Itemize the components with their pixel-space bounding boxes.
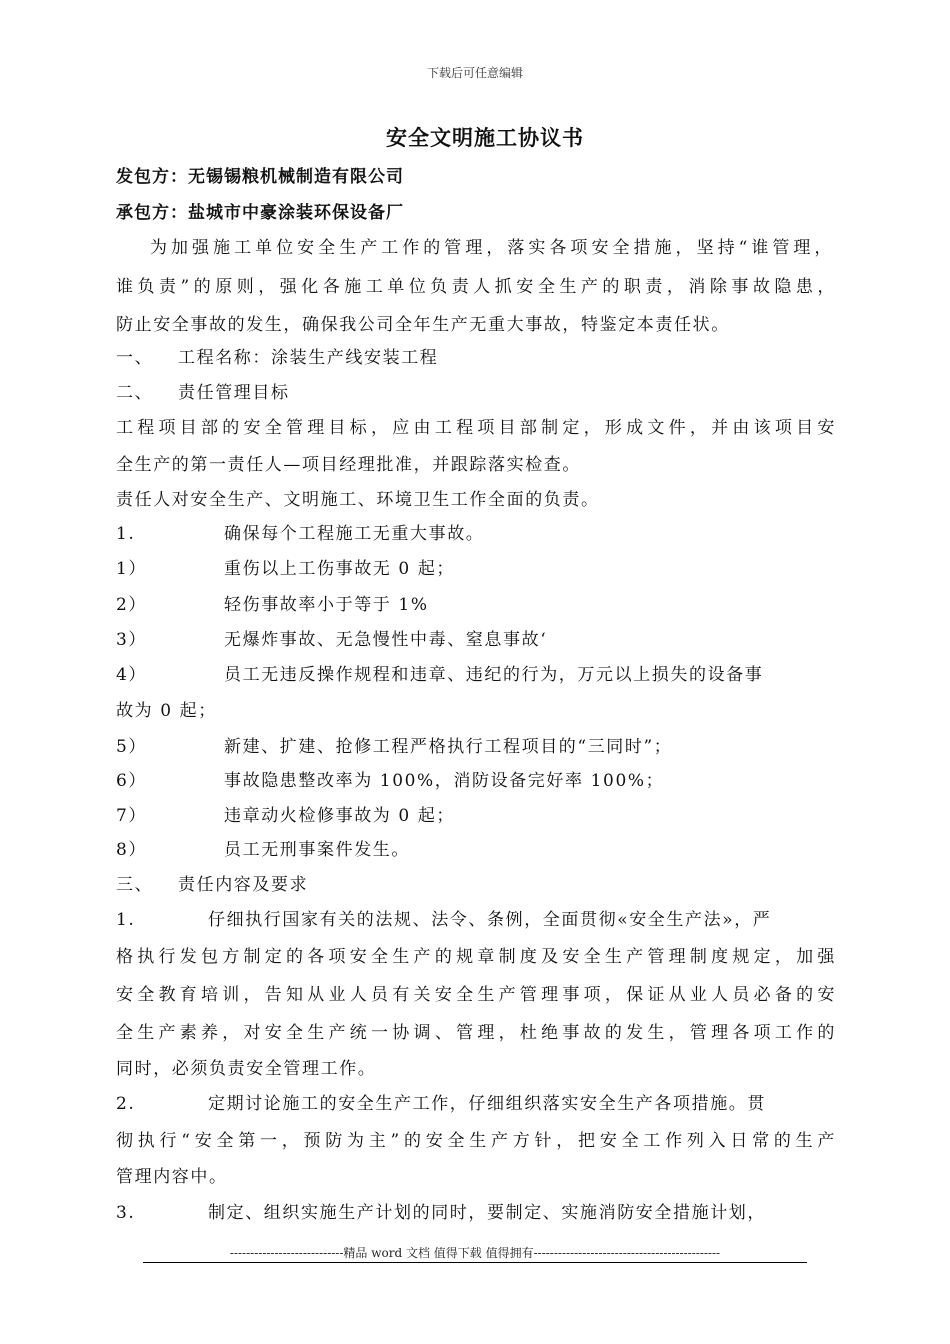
goal-item-number: 7） [116,806,148,826]
goal-item [116,732,836,757]
section-2-text: 责任管理目标 [178,383,290,403]
goal-item-text: 故为 0 起； [116,701,217,721]
goal-item-text: 新建、扩建、抢修工程严格执行工程项目的“三同时”； [224,737,673,757]
goal-item-number: 3） [116,630,148,650]
goal-item [116,766,836,791]
requirement-1-line: 格执行发包方制定的各项安全生产的规章制度及安全生产管理制度规定，加强 [116,947,836,967]
goal-item-number: 8） [116,840,148,860]
requirement-3-number: 3. [116,1203,136,1223]
requirement-3-first-line: 制定、组织实施生产计划的同时，要制定、实施消防安全措施计划， [208,1203,766,1223]
party-a: 发包方：无锡锡粮机械制造有限公司 [116,167,404,187]
requirement-2-number: 2. [116,1094,136,1114]
goal-main [116,519,836,544]
goal-para-line-3: 责任人对安全生产、文明施工、环境卫生工作全面的负责。 [116,490,600,510]
goal-item [116,554,836,579]
requirement-1-first-line: 仔细执行国家有关的法规、法令、条例，全面贯彻«安全生产法»，严 [208,910,772,930]
goal-item-text: 无爆炸事故、无急慢性中毒、窒息事故‘ [224,630,548,650]
requirement-2-line: 彻执行“安全第一，预防为主”的安全生产方针，把安全工作列入日常的生产 [116,1131,836,1151]
section-1-text: 工程名称：涂装生产线安装工程 [178,348,439,368]
goal-item-number: 2） [116,595,148,615]
goal-item-text: 重伤以上工伤事故无 0 起； [224,559,456,579]
goal-main-text: 确保每个工程施工无重大事故。 [224,524,485,544]
requirement-2 [116,1089,836,1114]
goal-para-line-2: 全生产的第一责任人—项目经理批准，并跟踪落实检查。 [116,455,581,475]
goal-item [116,590,836,615]
requirement-1-number: 1. [116,910,136,930]
footer-watermark-text: ----------------------------精品 word 文档 值得下载 值得拥有---------------------------------------------- [229,1246,721,1260]
requirement-2-line: 管理内容中。 [116,1167,228,1187]
goal-item-continued [116,696,836,721]
goal-item [116,835,836,860]
goal-item-text: 违章动火检修事故为 0 起； [224,806,456,826]
intro-line-1: 为加强施工单位安全生产工作的管理，落实各项安全措施，坚持“谁管理， [150,238,833,258]
goal-item-text: 员工无刑事案件发生。 [224,840,410,860]
section-2-number: 二、 [116,383,154,403]
section-1-number: 一、 [116,348,154,368]
goal-para-line-1: 工程项目部的安全管理目标，应由工程项目部制定，形成文件，并由该项目安 [116,418,836,438]
section-3 [116,870,836,895]
intro-line-3: 防止安全事故的发生，确保我公司全年生产无重大事故，特鉴定本责任状。 [116,315,730,335]
header-note: 下载后可任意编辑 [426,66,523,80]
section-2 [116,378,836,403]
party-b: 承包方：盐城市中豪涂装环保设备厂 [116,203,404,223]
goal-main-number: 1. [116,524,136,544]
footer-rule [143,1262,807,1263]
requirement-2-first-line: 定期讨论施工的安全生产工作，仔细组织落实安全生产各项措施。贯 [208,1094,766,1114]
requirement-1-line: 同时，必须负责安全管理工作。 [116,1059,377,1079]
goal-item [116,660,836,685]
requirement-3 [116,1198,836,1223]
goal-item-number: 4） [116,665,148,685]
document-title: 安全文明施工协议书 [386,125,584,150]
goal-item-text: 事故隐患整改率为 100%，消防设备完好率 100%； [224,771,665,791]
goal-item [116,625,836,650]
goal-item-number: 6） [116,771,148,791]
requirement-1 [116,905,836,930]
intro-line-2: 谁负责”的原则，强化各施工单位负责人抓安全生产的职责，消除事故隐患， [116,277,836,297]
goal-item-text: 员工无违反操作规程和违章、违纪的行为，万元以上损失的设备事 [224,665,764,685]
section-3-text: 责任内容及要求 [178,875,309,895]
section-1 [116,343,836,368]
requirement-1-line: 全生产素养，对安全生产统一协调、管理，杜绝事故的发生，管理各项工作的 [116,1023,836,1043]
section-3-number: 三、 [116,875,154,895]
goal-item-number: 1） [116,559,148,579]
goal-item-text: 轻伤事故率小于等于 1% [224,595,429,615]
goal-item [116,801,836,826]
requirement-1-line: 安全教育培训，告知从业人员有关安全生产管理事项，保证从业人员必备的安 [116,985,836,1005]
goal-item-number: 5） [116,737,148,757]
